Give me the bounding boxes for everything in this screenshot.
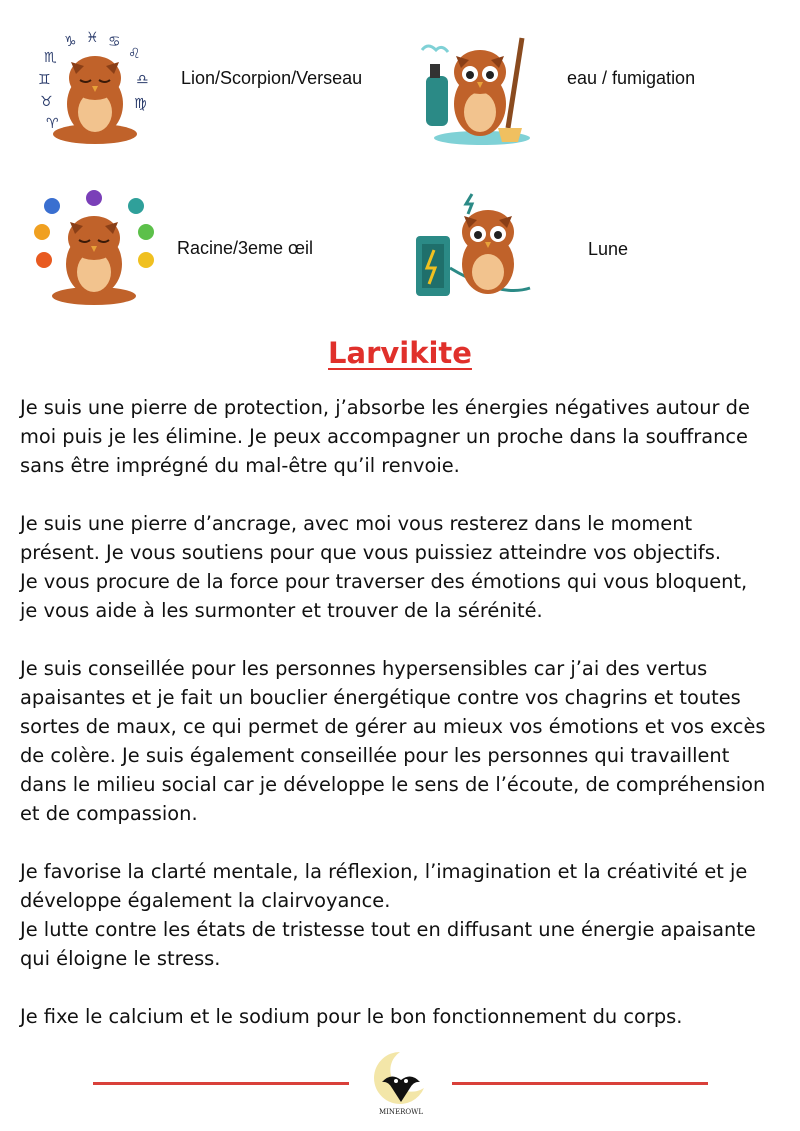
cleaning-owl-icon [412,28,542,148]
paragraph-line: je vous aide à les surmonter et trouver de la sérénité. [20,599,543,622]
svg-text:♊: ♊ [38,72,51,88]
paragraph-line: Je suis conseillée pour les personnes hypersensibles car j’ai des vertus [20,657,708,680]
svg-text:♎: ♎ [136,72,149,88]
paragraph-line: présent. Je vous soutiens pour que vous puissiez atteindre vos objectifs. [20,541,721,564]
svg-text:♌: ♌ [128,46,141,62]
purification-label: eau / fumigation [567,68,696,88]
paragraph-line: développe également la clairvoyance. [20,889,391,912]
minerowl-logo [370,1048,432,1118]
stone-title: Larvikite [328,336,472,370]
svg-text:♓: ♓ [86,30,99,46]
paragraph-line: dans le milieu social car je développe le sens de l’écoute, de compréhension [20,773,766,796]
paragraph [20,857,788,973]
paragraph-line: et de compassion. [20,802,198,825]
svg-text:♉: ♉ [40,94,53,110]
paragraph-line: sans être imprégné du mal-être qu’il renvoie. [20,454,460,477]
chakra-label: Racine/3eme œil [177,238,314,258]
paragraph [20,509,788,625]
paragraph-line: de colère. Je suis également conseillée pour les personnes qui travaillent [20,744,730,767]
zodiac-label: Lion/Scorpion/Verseau [181,68,363,88]
paragraph-line: Je suis une pierre de protection, j’absorbe les énergies négatives autour de [20,396,750,419]
recharge-label: Lune [588,239,629,259]
zodiac-owl-icon [30,22,160,152]
recharge-owl-icon [412,188,542,306]
footer-divider-left [93,1082,349,1085]
svg-text:♈: ♈ [46,116,59,132]
paragraph-line: Je vous procure de la force pour traverser des émotions qui vous bloquent, [20,570,748,593]
paragraph-line: Je suis une pierre d’ancrage, avec moi vous resterez dans le moment [20,512,693,535]
paragraph-line: Je favorise la clarté mentale, la réflexion, l’imagination et la créativité et je [20,860,748,883]
paragraph [20,1002,788,1031]
paragraph-line: qui éloigne le stress. [20,947,221,970]
paragraph-line: Je lutte contre les états de tristesse tout en diffusant une énergie apaisante [20,918,756,941]
description [20,393,788,1060]
paragraph [20,393,788,480]
svg-text:♍: ♍ [134,96,147,112]
svg-text:♏: ♏ [44,50,57,66]
svg-text:♑: ♑ [64,34,77,50]
footer-divider-right [452,1082,708,1085]
paragraph-line: sortes de maux, ce qui permet de gérer au mieux vos émotions et vos excès [20,715,766,738]
paragraph-line: Je fixe le calcium et le sodium pour le bon fonctionnement du corps. [20,1005,683,1028]
paragraph-line: moi puis je les élimine. Je peux accompagner un proche dans la souffrance [20,425,748,448]
svg-text:♋: ♋ [108,34,121,50]
chakra-owl-icon [30,188,160,308]
paragraph [20,654,788,828]
logo-text: MINEROWL [378,1108,424,1116]
paragraph-line: apaisantes et je fait un bouclier énergétique contre vos chagrins et toutes [20,686,741,709]
